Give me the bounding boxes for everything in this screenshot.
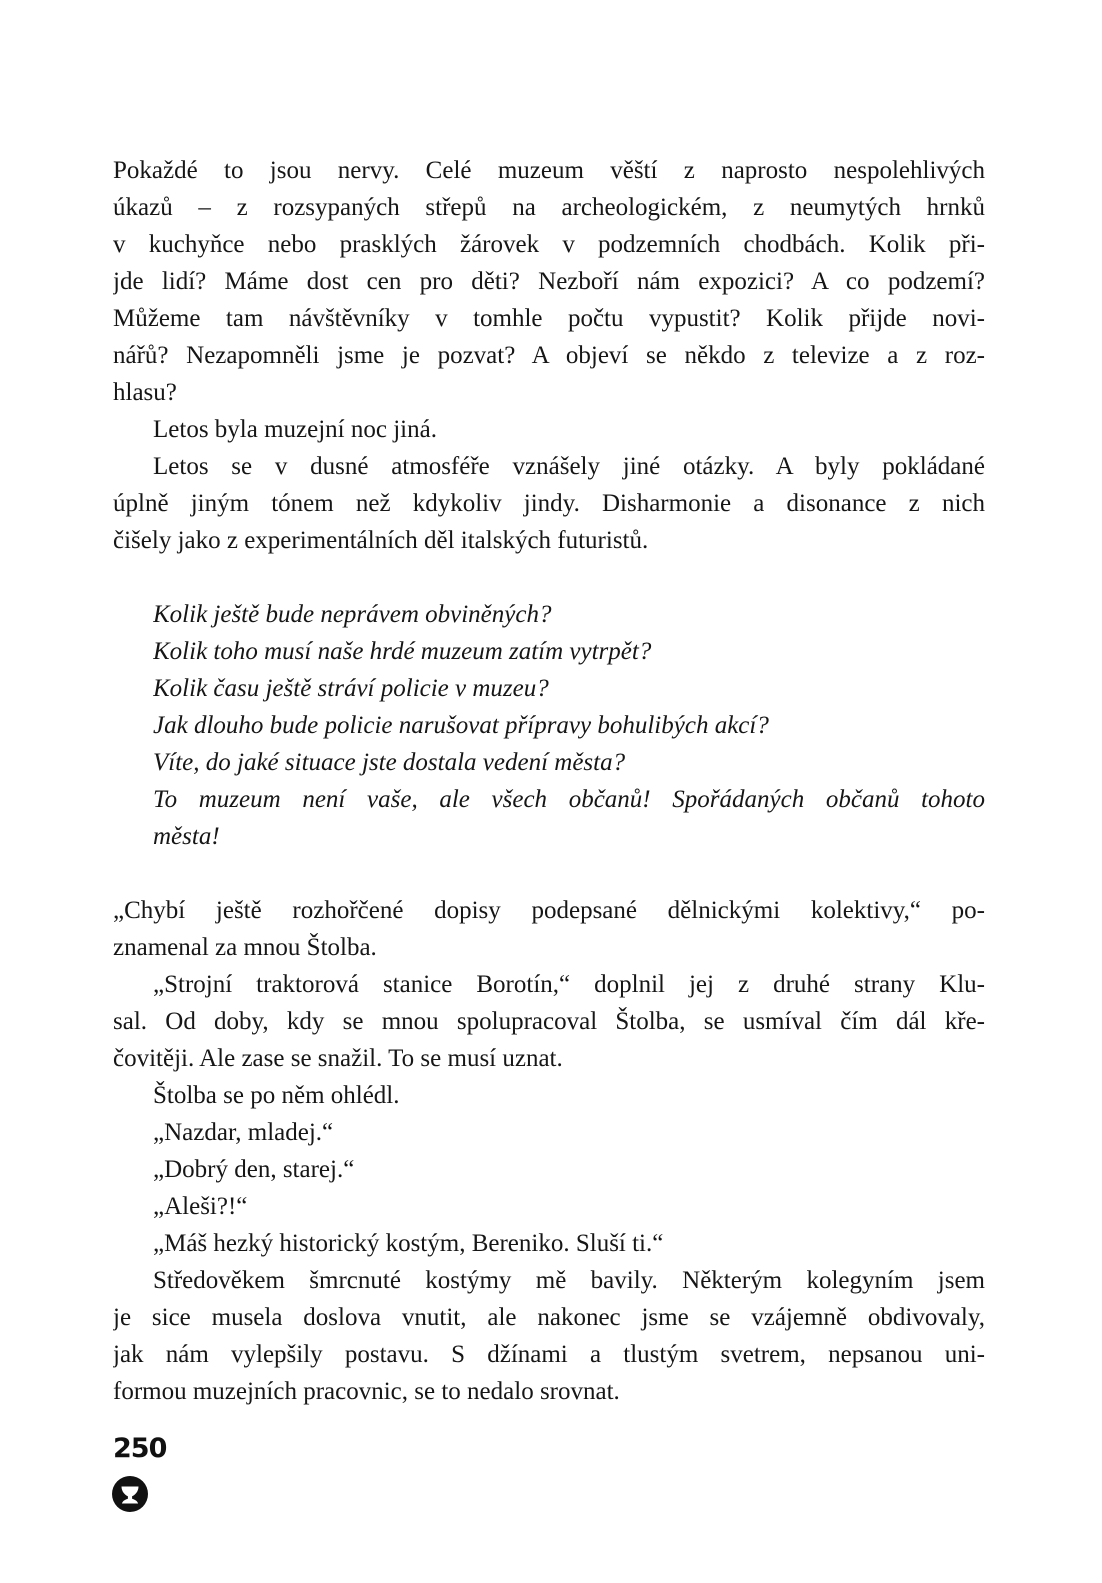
quote-block bbox=[153, 596, 985, 855]
quote-line: To muzeum není vaše, ale všech občanů! Spořádaných občanů tohoto bbox=[153, 786, 985, 813]
chalice-icon bbox=[111, 1475, 149, 1513]
text-line: „Dobrý den, starej.“ bbox=[153, 1156, 355, 1183]
quote-line: Jak dlouho bude policie narušovat přípravy bohulibých akcí? bbox=[153, 712, 769, 739]
paragraph bbox=[113, 152, 985, 411]
text-line: „Chybí ještě rozhořčené dopisy podepsané dělnickými kolektivy,“ po- bbox=[113, 897, 985, 924]
quote-line: Kolik času ještě stráví policie v muzeu? bbox=[153, 675, 549, 702]
text-line: hlasu? bbox=[113, 379, 177, 406]
text-line: úplně jiným tónem než kdykoliv jindy. Disharmonie a disonance z nich bbox=[113, 490, 985, 517]
blank-line bbox=[113, 559, 985, 596]
paragraph bbox=[113, 411, 985, 448]
page-number: 250 bbox=[113, 1433, 167, 1464]
paragraph bbox=[113, 1262, 985, 1410]
page-footer bbox=[113, 1434, 166, 1513]
paragraph bbox=[113, 1151, 985, 1188]
text-line: sal. Od doby, kdy se mnou spolupracoval Štolba, se usmíval čím dál kře- bbox=[113, 1008, 985, 1035]
paragraph bbox=[113, 892, 985, 966]
paragraph bbox=[113, 1114, 985, 1151]
text-line: Můžeme tam návštěvníky v tomhle počtu vypustit? Kolik přijde novi- bbox=[113, 305, 985, 332]
text-line: „Máš hezký historický kostým, Bereniko. Sluší ti.“ bbox=[153, 1230, 664, 1257]
quote-line: Kolik ještě bude neprávem obviněných? bbox=[153, 601, 552, 628]
text-line: Letos se v dusné atmosféře vznášely jiné otázky. A byly pokládané bbox=[153, 453, 985, 480]
text-line: Štolba se po něm ohlédl. bbox=[153, 1082, 400, 1109]
quote-line: města! bbox=[153, 823, 220, 850]
paragraph bbox=[113, 1225, 985, 1262]
text-line: formou muzejních pracovnic, se to nedalo srovnat. bbox=[113, 1378, 620, 1405]
text-line: „Nazdar, mladej.“ bbox=[153, 1119, 334, 1146]
text-line: čišely jako z experimentálních děl italských futuristů. bbox=[113, 527, 649, 554]
text-line: Středověkem šmrcnuté kostýmy mě bavily. Některým kolegyním jsem bbox=[153, 1267, 985, 1294]
text-line: nářů? Nezapomněli jsme je pozvat? A objeví se někdo z televize a z roz- bbox=[113, 342, 985, 369]
paragraph bbox=[113, 1077, 985, 1114]
paragraph bbox=[113, 448, 985, 559]
text-line: jak nám vylepšily postavu. S džínami a tlustým svetrem, nepsanou uni- bbox=[113, 1341, 985, 1368]
text-line: Letos byla muzejní noc jiná. bbox=[153, 416, 437, 443]
text-block bbox=[113, 152, 985, 1410]
blank-line bbox=[113, 855, 985, 892]
text-line: „Aleši?!“ bbox=[153, 1193, 248, 1220]
paragraph bbox=[113, 966, 985, 1077]
text-line: v kuchyňce nebo prasklých žárovek v podzemních chodbách. Kolik při- bbox=[113, 231, 985, 258]
quote-line: Víte, do jaké situace jste dostala vedení města? bbox=[153, 749, 626, 776]
paragraph bbox=[113, 1188, 985, 1225]
text-line: úkazů – z rozsypaných střepů na archeologickém, z neumytých hrnků bbox=[113, 194, 985, 221]
text-line: znamenal za mnou Štolba. bbox=[113, 934, 377, 961]
quote-line: Kolik toho musí naše hrdé muzeum zatím vytrpět? bbox=[153, 638, 652, 665]
text-line: čovitěji. Ale zase se snažil. To se musí uznat. bbox=[113, 1045, 563, 1072]
text-line: je sice musela doslova vnutit, ale nakonec jsme se vzájemně obdivovaly, bbox=[113, 1304, 985, 1331]
text-line: Pokaždé to jsou nervy. Celé muzeum věští z naprosto nespolehlivých bbox=[113, 157, 985, 184]
text-line: „Strojní traktorová stanice Borotín,“ doplnil jej z druhé strany Klu- bbox=[153, 971, 985, 998]
text-line: jde lidí? Máme dost cen pro děti? Nezboří nám expozici? A co podzemí? bbox=[113, 268, 985, 295]
